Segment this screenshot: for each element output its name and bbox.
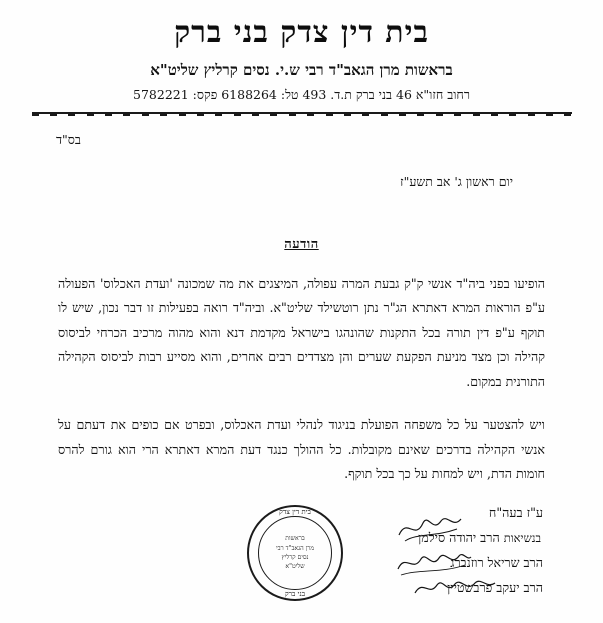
stamp-core-text (269, 527, 321, 579)
signature-block (48, 505, 555, 623)
document-heading: הודעה (284, 236, 319, 252)
stamp-line-3: נסים קרליץ (281, 553, 309, 561)
paragraph-1: הופיעו בפני ביה"ד אנשי ק"ק גבעת המרה עפולה, המיצגים את מה שמכונה 'ועדת האכלוס' הפעולה ע"פ הוראות המרא דאתרא הג"ר נתן רוטשילד שליט"א. וביה"ד רואה בפעילות זו דבר נכון, שיש לו תוקף ע"פ דין תורה בכל התקנות שהונהגו בישראל מקדמת דנא והוא מהוה מרכיב הכרחי לביסוס קהילה וכן מצד מניעת הפקעת שערים והן מצדדים רבים אחרים, והוא מסייע רבות לביסוס הקהילה התורנית במקום. (58, 275, 545, 389)
date-line: יום ראשון ג' אב תשע"ז (400, 173, 513, 189)
stamp-top-text: בית דין צדק (279, 507, 311, 516)
letterhead (0, 0, 603, 103)
stamp-bottom-text: בני ברק (284, 589, 306, 598)
signatory-name-1: הרב יהודה סילמן (418, 529, 500, 545)
header-divider-dashes (32, 114, 572, 118)
signatory-name-2: הרב שריאל רוזנברג (450, 555, 543, 571)
stamp-line-4: שליט"א (285, 563, 305, 571)
nasi-label: בנשיאות (503, 530, 541, 545)
beis-din-address: רחוב חזו"א 46 בני ברק ת.ד. 493 טל: 6188264 פקס: 5782221 (133, 86, 470, 102)
beis-din-stamp-icon (247, 505, 343, 601)
bsd-marker: בס"ד (56, 131, 81, 147)
stamp-line-2: מרן הגאב"ד רבי (276, 544, 314, 552)
document-body (0, 132, 603, 623)
paragraph-2: ויש להצטער על כל משפחה הפועלת בניגוד לנהלי ועדת האכלוס, ובפרט אם כופים את דעתם על אנשי הקהילה בדרכים שאינם מקובלות. כל ההולך כנגד דעת המרא דאתרא הרי הוא גורם להרס חומות הדת, ויש למחות על כך בכל תוקף. (58, 417, 545, 482)
closing-line: ע"ז בעה"ח (488, 504, 543, 520)
beis-din-title: בית דין צדק בני ברק (174, 15, 429, 50)
stamp-line-1: בראשות (285, 535, 305, 543)
beis-din-subtitle: בראשות מרן הגאב"ד רבי ש.י. נסים קרליץ שליט"א (150, 60, 453, 79)
signatory-name-3: הרב יעקב פרבשטיין (447, 580, 543, 596)
